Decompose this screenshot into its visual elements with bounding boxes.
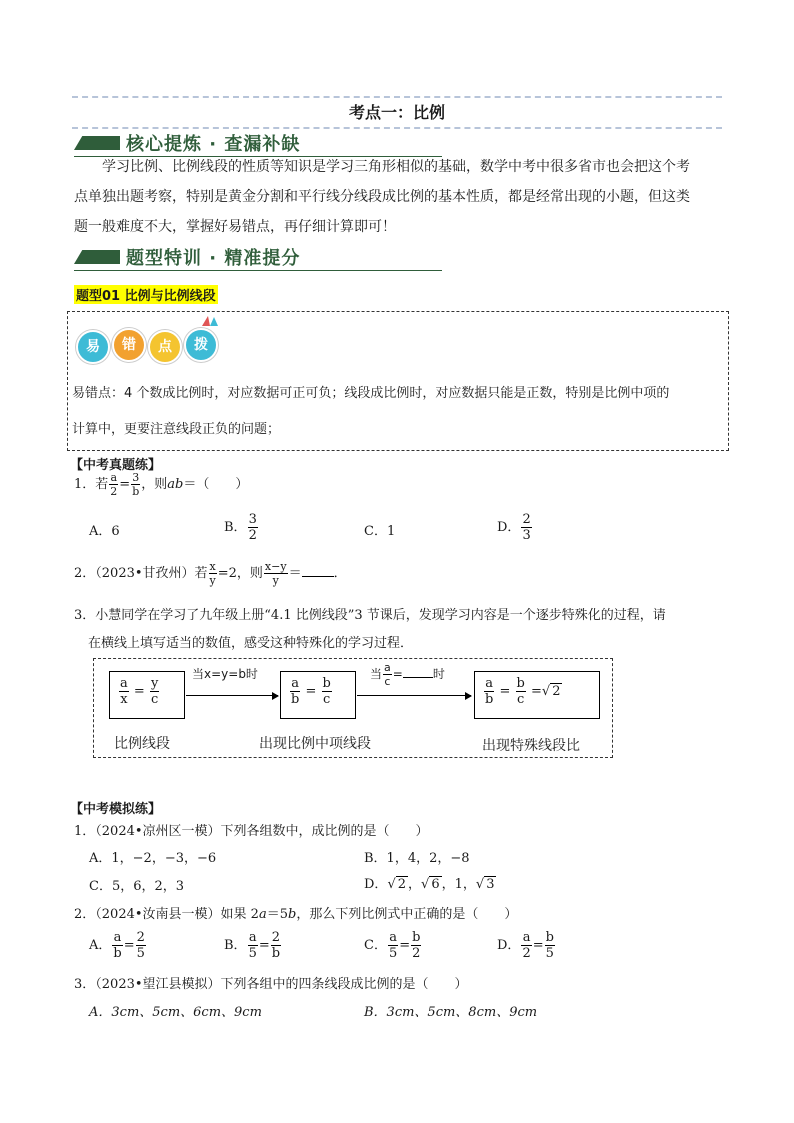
arrow-1 [186,695,278,696]
mock-practice-heading: 【中考模拟练】 [70,802,162,817]
question-3-line-1: 3．小慧同学在学习了九年级上册“4.1 比例线段”3 节课后，发现学习内容是一个逐步特殊化的过程，请 [74,608,666,623]
tip-text-line-1: 易错点：4 个数成比例时，对应数据可正可负；线段成比例时，对应数据只能是正数，特别是比例中项的 [72,386,670,401]
q1-option-c: C．1 [364,524,396,539]
mock-question-3: 3．（2023•望江县模拟）下列各组中的四条线段成比例的是（ ） [74,977,468,992]
mock-question-1: 1．（2024•凉州区一模）下列各组数中，成比例的是（ ） [74,824,429,839]
q1-option-d: D． $\frac{2}{3}$ [497,512,531,543]
arrow-1-label: 当x=y=b时 [192,667,258,681]
intro-line-1: 学习比例、比例线段的性质等知识是学习三角形相似的基础，数学中考中很多省市也会把这个考 [102,159,690,175]
mq1-option-d: D．√ 2 ，√ 6 ，1，√ 3 [364,877,495,892]
specialization-diagram [93,658,613,758]
intro-paragraph [74,152,722,242]
mock-question-2: 2．（2024•汝南县一模）如果 2a＝5b，那么下列比例式中正确的是（ ） [74,907,518,922]
q1-option-b: B． $\frac{3}{2}$ [224,512,257,543]
diagram-label-2: 出现比例中项线段 [259,736,371,752]
q1-option-a: A．6 [89,524,120,539]
mq1-option-b: B．1，4，2，−8 [364,851,470,866]
mq3-option-b: B．3cm、5cm、8cm、9cm [364,1005,538,1020]
tip-badge-4: 拨 [184,328,218,362]
q1-number: 1．若 [74,477,109,492]
mq2-option-b: B． $\frac{a}{5}$ = $\frac{2}{b}$ [224,930,281,961]
q1-fraction-2: $\frac{3}{b}$ [132,471,140,498]
header-bottom-divider [72,127,722,129]
ribbon-icon [200,314,220,328]
tip-text-line-2: 计算中，更要注意线段正负的问题； [72,422,281,437]
answer-blank [302,564,334,577]
sqrt-symbol: √ 2 [541,684,561,699]
mq2-option-c: C． $\frac{a}{5}$ = $\frac{b}{2}$ [364,930,421,961]
section-marker-icon [74,136,120,150]
q1-fraction-1: $\frac{a}{2}$ [110,471,118,498]
diagram-box-1: $\frac{a}{x}$ = $\frac{y}{c}$ [109,671,185,719]
topic-tag: 题型01 比例与比例线段 [74,285,218,304]
diagram-box-2: $\frac{a}{b}$ = $\frac{b}{c}$ [280,671,356,719]
question-3-line-2: 在横线上填写适当的数值，感受这种特殊化的学习过程． [88,636,414,651]
tip-badge-2: 错 [112,328,146,362]
question-1: 1．若 $\frac{a}{2}$ = $\frac{3}{b}$ ，则ab＝（ ） [74,471,249,498]
question-2: 2．（2023•甘孜州）若 $\frac{x}{y}$ =2，则 $\frac{x-y}{y}$ ＝ ． [74,560,347,587]
tip-badge-1: 易 [76,330,110,364]
tip-badge-3: 点 [148,330,182,364]
arrow-2-label: 当 $\frac{a}{c}$ = 时 [370,661,445,688]
section-heading-text: 题型特训 · 精准提分 [126,248,301,269]
mq1-option-a: A．1，−2，−3，−6 [89,851,217,866]
mq2-option-d: D． $\frac{a}{2}$ = $\frac{b}{5}$ [497,930,554,961]
arrow-2 [357,695,471,696]
diagram-box-3: $\frac{a}{b}$ = $\frac{b}{c}$ =√ 2 [474,671,600,719]
diagram-answer-blank [403,665,433,678]
diagram-label-3: 出现特殊线段比 [482,738,580,754]
section-marker-icon [74,250,120,264]
intro-line-3: 题一般难度不大，掌握好易错点，再仔细计算即可！ [74,219,396,235]
section-heading-text: 核心提炼 · 查漏补缺 [126,134,301,155]
diagram-label-1: 比例线段 [114,736,170,752]
mq1-option-c: C．5，6，2，3 [89,879,185,894]
mq3-option-a: A．3cm、5cm、6cm、9cm [89,1005,262,1020]
intro-line-2: 点单独出题考察，特别是黄金分割和平行线分线段成比例的基本性质，都是经常出现的小题，但这类 [74,189,690,205]
mq2-option-a: A． $\frac{a}{b}$ = $\frac{2}{5}$ [89,930,145,961]
real-practice-heading: 【中考真题练】 [70,458,162,473]
header-top-divider [72,96,722,98]
page-title: 考点一：比例 [348,103,445,122]
section-heading-practice [74,244,442,271]
